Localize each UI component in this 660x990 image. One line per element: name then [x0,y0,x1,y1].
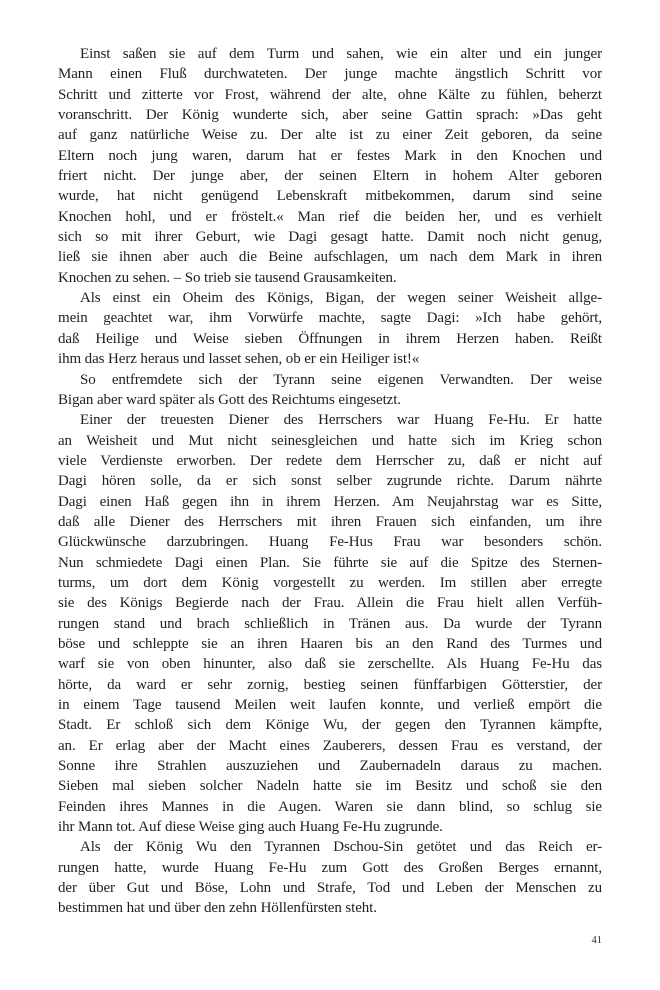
text-line: Glückwünsche darzubringen. Huang Fe-Hus Frau war besonders schön. [58,534,602,551]
text-line: an Weisheit und Mut nicht seinesgleichen und hatte sich im Krieg schon [58,432,602,449]
text-line: Knochen hohl, und er fröstelt.« Man rief die beiden her, und es verhielt [58,208,602,225]
text-line: sich so mit ihrer Geburt, wie Dagi gesagt hatte. Damit noch nicht genug, [58,229,602,246]
text-line: Mann einen Fluß durchwateten. Der junge machte ängstlich Schritt vor [58,66,602,83]
page-number: 41 [591,934,602,946]
text-line: daß alle Diener des Herrschers mit ihren Frauen sich einfanden, um ihre [58,513,602,530]
text-line: rungen stand und brach schließlich in Tränen aus. Da wurde der Tyrann [58,615,602,632]
paragraph [58,837,602,918]
text-line: friert nicht. Der junge aber, der seinen Eltern in hohem Alter geboren [58,168,602,185]
text-line: Als der König Wu den Tyrannen Dschou-Sin getötet und das Reich er- [80,839,602,856]
text-line: Dagi einen Haß gegen ihn in ihrem Herzen. Am Neujahrstag war es Sitte, [58,493,602,510]
text-line: warf sie von oben hinunter, also daß sie zerschellte. Als Huang Fe-Hu das [58,656,602,673]
text-line: sie des Königs Begierde nach der Frau. Allein die Frau hielt allen Verfüh- [58,595,602,612]
paragraph [58,370,602,411]
paragraph [58,44,602,288]
text-line: rungen hatte, wurde Huang Fe-Hu zum Gott des Großen Berges ernannt, [58,859,602,876]
text-line: daß Heilige und Weise sieben Öffnungen in ihrem Herzen haben. Reißt [58,330,602,347]
text-line: Eltern noch jung waren, darum hat er festes Mark in den Knochen und [58,147,602,164]
text-line: bestimmen hat und über den zehn Höllenfürsten steht. [58,900,377,917]
text-line: So entfremdete sich der Tyrann seine eigenen Verwandten. Der weise [80,371,602,388]
text-line: turms, um dort dem König vorgestellt zu werden. Im stillen aber erregte [58,574,602,591]
text-line: ihr Mann tot. Auf diese Weise ging auch Huang Fe-Hu zugrunde. [58,819,443,836]
text-line: Dagi hören solle, da er sich sonst selber zugrunde richte. Darum nährte [58,473,602,490]
text-line: Einst saßen sie auf dem Turm und sahen, wie ein alter und ein junger [80,46,602,62]
text-line: ihm das Herz heraus und lasset sehen, ob er ein Heiliger ist!« [58,351,420,368]
text-line: Feinden ihres Mannes in die Augen. Waren sie dann blind, so schlug sie [58,798,602,815]
text-line: viele Verdienste erworben. Der redete dem Herrscher zu, daß er nicht auf [58,452,602,469]
text-line: Bigan aber ward später als Gott des Reichtums eingesetzt. [58,391,401,408]
text-line: Nun schmiedete Dagi einen Plan. Sie führte sie auf die Spitze des Sternen- [58,554,602,571]
text-line: Stadt. Er schloß sich dem Könige Wu, der gegen den Tyrannen kämpfte, [58,717,602,734]
text-line: böse und schleppte sie an ihren Haaren bis an den Rand des Turmes und [58,635,602,652]
text-line: ließ sie ihnen aber auch die Beine aufschlagen, um nach dem Mark in ihren [58,249,602,266]
text-line: Schritt und zitterte vor Frost, während der alte, ohne Kälte zu fühlen, beherzt [58,86,602,103]
text-line: auf ganz natürliche Weise zu. Der alte ist zu einer Zeit geboren, da seine [58,127,602,144]
text-line: der über Gut und Böse, Lohn und Strafe, Tod und Leben der Menschen zu [58,880,602,897]
paragraph [58,410,602,837]
text-line: Sieben mal sieben solcher Nadeln hatte sie im Besitz und schoß sie den [58,778,602,795]
text-line: voranschritt. Der König wunderte sich, aber seine Gattin sprach: »Das geht [58,107,602,124]
text-line: wurde, hat nicht genügend Lebenskraft mitbekommen, darum sind seine [58,188,602,205]
text-block [58,44,602,919]
text-line: Einer der treuesten Diener des Herrschers war Huang Fe-Hu. Er hatte [80,412,602,429]
text-line: hörte, da ward er sehr zornig, bestieg seinen fünffarbigen Götterstier, der [58,676,602,693]
text-line: mein geachtet war, ihm Vorwürfe machte, sagte Dagi: »Ich habe gehört, [58,310,602,327]
text-line: an. Er erlag aber der Macht eines Zauberers, dessen Frau es verstand, der [58,737,602,754]
text-line: Knochen zu sehen. – So trieb sie tausend Grausamkeiten. [58,269,397,286]
text-line: Als einst ein Oheim des Königs, Bigan, der wegen seiner Weisheit allge- [80,290,602,307]
text-line: Sonne ihre Strahlen auszuziehen und Zaubernadeln daraus zu machen. [58,758,602,775]
paragraph [58,288,602,369]
text-line: in einem Tage tausend Meilen weit laufen konnte, und verließ empört die [58,697,602,713]
